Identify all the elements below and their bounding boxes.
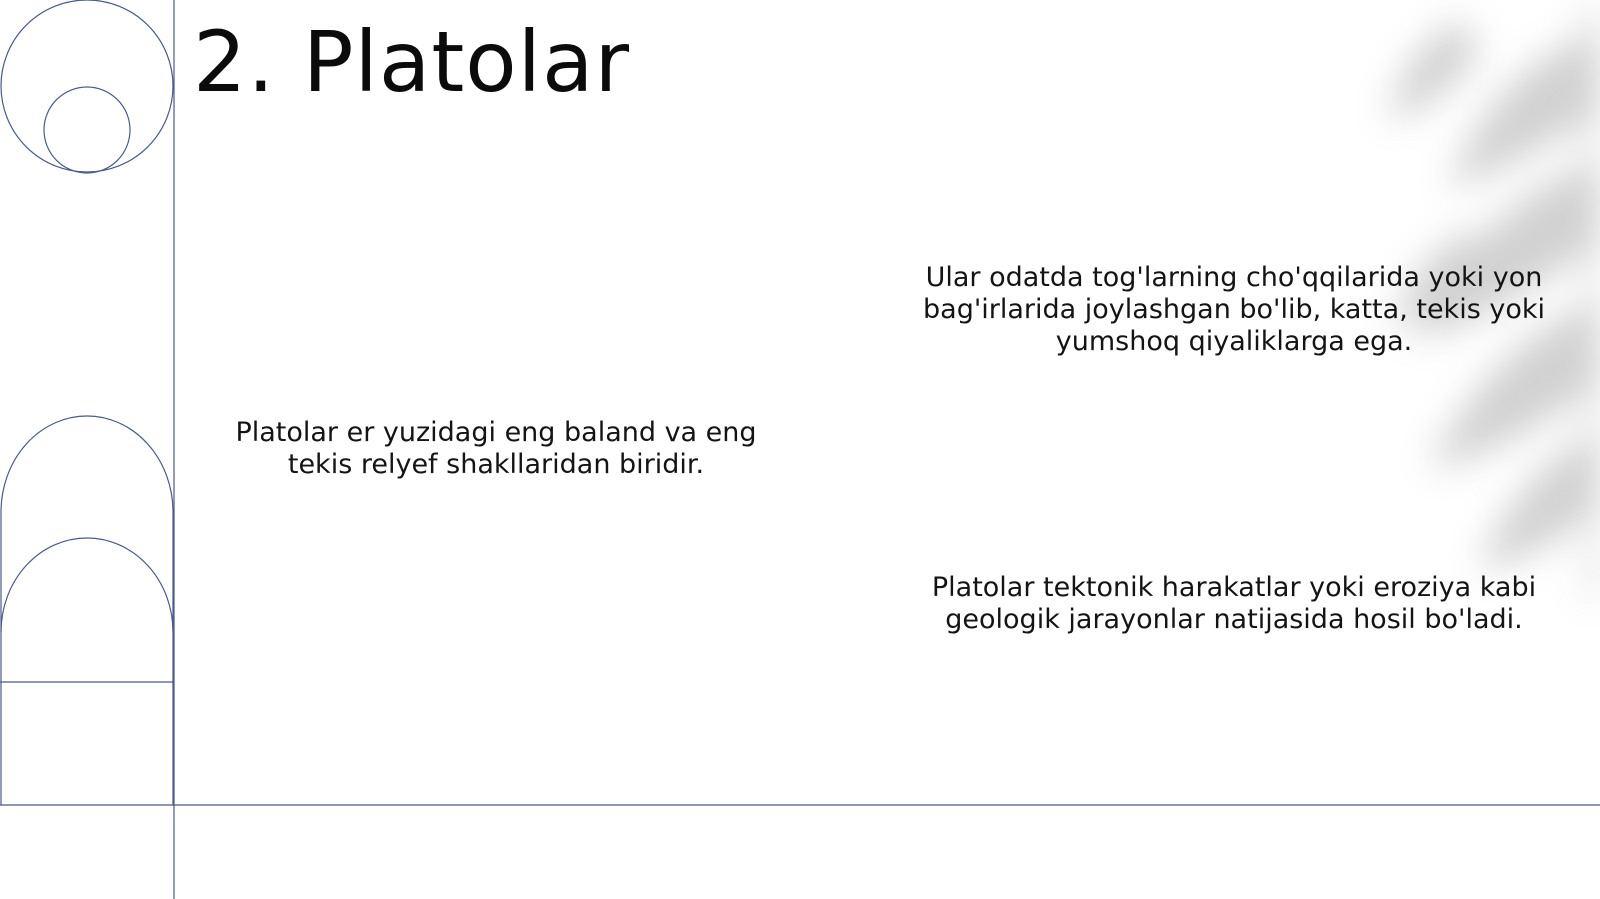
paragraph-left: Platolar er yuzidagi eng baland va eng tekis relyef shakllaridan biridir. bbox=[235, 417, 757, 480]
large-circle-outline bbox=[1, 0, 173, 172]
paragraph-right-bottom: Platolar tektonik harakatlar yoki eroziya kabi geologik jarayonlar natijasida hosil bo'ladi. bbox=[931, 572, 1537, 635]
paragraph-right-top: Ular odatda tog'larning cho'qqilarida yoki yon bag'irlarida joylashgan bo'lib, katta, tekis yoki yumshoq qiyaliklarga ega. bbox=[923, 262, 1545, 357]
small-circle-outline bbox=[44, 87, 130, 173]
lower-arch-outline bbox=[1, 538, 173, 632]
upper-arch-outline bbox=[1, 416, 173, 512]
page-title: 2. Platolar bbox=[193, 13, 630, 111]
